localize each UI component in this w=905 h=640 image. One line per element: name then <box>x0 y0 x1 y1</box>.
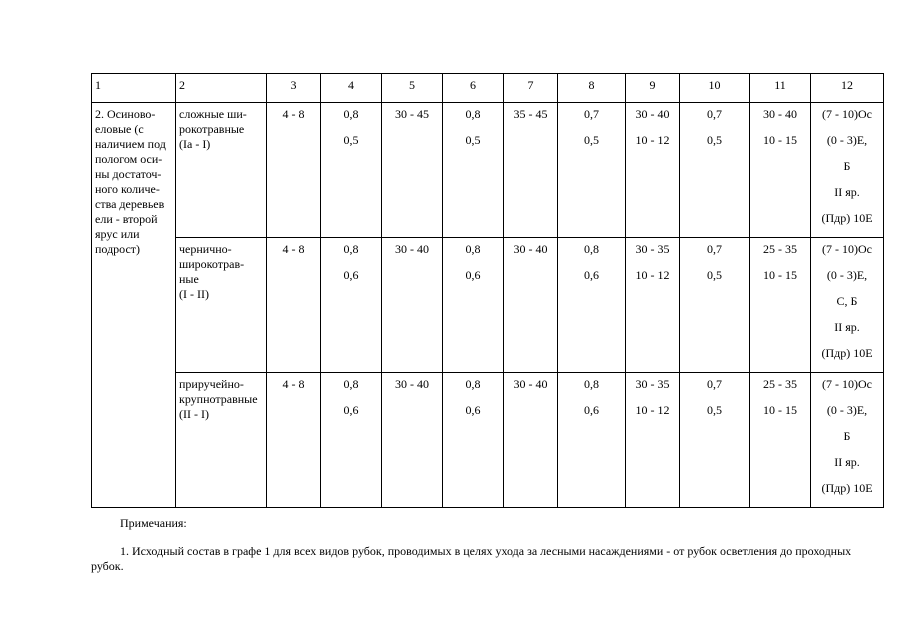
cell-col-11 <box>750 238 811 373</box>
cell-col-10 <box>680 238 750 373</box>
header-cell-6: 6 <box>443 74 504 103</box>
value: 0,8 <box>465 377 481 391</box>
value: 0,8 <box>465 242 481 256</box>
value: (0 - 3)Е, <box>826 133 868 147</box>
value: (0 - 3)Е, <box>826 268 868 282</box>
value: 0,5 <box>707 133 722 147</box>
cell-col-9 <box>626 238 680 373</box>
forest-type-line: (II - I) <box>179 407 209 421</box>
cell-col-8 <box>558 238 626 373</box>
note-item-1: 1. Исходный состав в графе 1 для всех видов рубок, проводимых в целях ухода за лесными насаждениями - от рубок осветления до проходных рубок. <box>91 544 852 573</box>
value: 4 - 8 <box>282 107 305 121</box>
value: 10 - 15 <box>763 403 797 417</box>
value: 4 - 8 <box>282 242 305 256</box>
value: (Пдр) 10Е <box>821 211 873 225</box>
cell-col-5 <box>382 103 443 238</box>
table-row <box>92 373 884 508</box>
header-cell-4: 4 <box>321 74 382 103</box>
group-label-line: ства деревьев <box>95 197 165 211</box>
group-label-line: ярус или <box>95 227 140 241</box>
value: 10 - 12 <box>635 133 670 147</box>
value: 0,7 <box>707 242 722 256</box>
forest-type-line: рокотравные <box>179 122 245 136</box>
value: 0,5 <box>343 133 359 147</box>
value: 10 - 15 <box>763 133 797 147</box>
value: 30 - 40 <box>513 377 548 391</box>
value: 0,8 <box>584 377 599 391</box>
header-cell-3: 3 <box>267 74 321 103</box>
value: 0,8 <box>465 107 481 121</box>
header-cell-7: 7 <box>504 74 558 103</box>
value: (7 - 10)Ос <box>822 107 872 121</box>
cell-col-10 <box>680 103 750 238</box>
forest-type-cell <box>176 103 267 238</box>
value: 10 - 15 <box>763 268 797 282</box>
value: 0,6 <box>465 403 481 417</box>
forest-type-cell <box>176 238 267 373</box>
notes-title: Примечания: <box>120 516 187 530</box>
value: 4 - 8 <box>282 377 305 391</box>
value: 35 - 45 <box>513 107 548 121</box>
value: 30 - 45 <box>395 107 429 121</box>
group-label-line: ели - второй <box>95 212 158 226</box>
group-label-line: подрост) <box>95 242 141 256</box>
value: 10 - 12 <box>635 403 670 417</box>
value: (7 - 10)Ос <box>822 242 872 256</box>
cell-col-5 <box>382 373 443 508</box>
header-cell-8: 8 <box>558 74 626 103</box>
group-label-line: ного количе- <box>95 182 160 196</box>
cell-col-7 <box>504 373 558 508</box>
cell-col-11 <box>750 373 811 508</box>
cell-col-10 <box>680 373 750 508</box>
forest-type-line: (I - II) <box>179 287 209 301</box>
forest-standards-table <box>91 73 884 508</box>
cell-col-4 <box>321 238 382 373</box>
cell-col-6 <box>443 103 504 238</box>
group-label-line: еловые (с <box>95 122 144 136</box>
value: (0 - 3)Е, <box>826 403 868 417</box>
forest-type-line: крупнотравные <box>179 392 258 406</box>
value: 0,6 <box>343 268 359 282</box>
cell-col-6 <box>443 373 504 508</box>
table-row <box>92 238 884 373</box>
group-label-line: наличием под <box>95 137 166 151</box>
cell-col-3 <box>267 238 321 373</box>
cell-col-8 <box>558 373 626 508</box>
cell-col-12 <box>811 103 884 238</box>
value: 30 - 40 <box>395 242 429 256</box>
forest-type-line: ные <box>179 272 199 286</box>
value: 30 - 35 <box>635 377 670 391</box>
value: 0,8 <box>343 242 359 256</box>
forest-standards-table-wrapper <box>91 73 883 508</box>
cell-col-12 <box>811 238 884 373</box>
value: 0,5 <box>707 403 722 417</box>
group-label-line: 2. Осиново- <box>95 107 156 121</box>
value: 30 - 40 <box>635 107 670 121</box>
value: 30 - 40 <box>513 242 548 256</box>
value: (7 - 10)Ос <box>822 377 872 391</box>
value: 30 - 35 <box>635 242 670 256</box>
value: 0,6 <box>584 403 599 417</box>
value: 0,5 <box>707 268 722 282</box>
value: Б <box>843 429 851 443</box>
value: (Пдр) 10Е <box>821 481 873 495</box>
header-cell-12: 12 <box>811 74 884 103</box>
value: (Пдр) 10Е <box>821 346 873 360</box>
value: 0,6 <box>465 268 481 282</box>
header-cell-10: 10 <box>680 74 750 103</box>
value: 0,8 <box>584 242 599 256</box>
value: 0,5 <box>465 133 481 147</box>
value: 0,7 <box>707 107 722 121</box>
value: II яр. <box>834 320 860 334</box>
cell-col-9 <box>626 103 680 238</box>
cell-col-11 <box>750 103 811 238</box>
group-label-cell <box>92 103 176 508</box>
cell-col-3 <box>267 103 321 238</box>
header-cell-11: 11 <box>750 74 811 103</box>
header-cell-2: 2 <box>176 74 267 103</box>
table-header-row <box>92 74 884 103</box>
value: 30 - 40 <box>763 107 797 121</box>
cell-col-4 <box>321 103 382 238</box>
forest-type-line: чернично- <box>179 242 232 256</box>
value: 0,6 <box>343 403 359 417</box>
cell-col-9 <box>626 373 680 508</box>
header-cell-5: 5 <box>382 74 443 103</box>
group-label-line: пологом оси- <box>95 152 163 166</box>
cell-col-4 <box>321 373 382 508</box>
group-label-line: ны достаточ- <box>95 167 162 181</box>
cell-col-5 <box>382 238 443 373</box>
value: С, Б <box>836 294 858 308</box>
value: 0,7 <box>584 107 599 121</box>
cell-col-6 <box>443 238 504 373</box>
forest-type-line: сложные ши- <box>179 107 247 121</box>
header-cell-9: 9 <box>626 74 680 103</box>
value: 0,7 <box>707 377 722 391</box>
value: 0,5 <box>584 133 599 147</box>
cell-col-3 <box>267 373 321 508</box>
value: 0,6 <box>584 268 599 282</box>
cell-col-7 <box>504 238 558 373</box>
value: 0,8 <box>343 377 359 391</box>
value: 0,8 <box>343 107 359 121</box>
forest-type-cell <box>176 373 267 508</box>
cell-col-12 <box>811 373 884 508</box>
value: 25 - 35 <box>763 242 797 256</box>
table-row <box>92 103 884 238</box>
value: 30 - 40 <box>395 377 429 391</box>
cell-col-8 <box>558 103 626 238</box>
value: Б <box>843 159 851 173</box>
forest-type-line: приручейно- <box>179 377 244 391</box>
forest-type-line: широкотрав- <box>179 257 245 271</box>
header-cell-1: 1 <box>92 74 176 103</box>
value: 25 - 35 <box>763 377 797 391</box>
cell-col-7 <box>504 103 558 238</box>
value: II яр. <box>834 455 860 469</box>
value: 10 - 12 <box>635 268 670 282</box>
forest-type-line: (Ia - I) <box>179 137 211 151</box>
value: II яр. <box>834 185 860 199</box>
